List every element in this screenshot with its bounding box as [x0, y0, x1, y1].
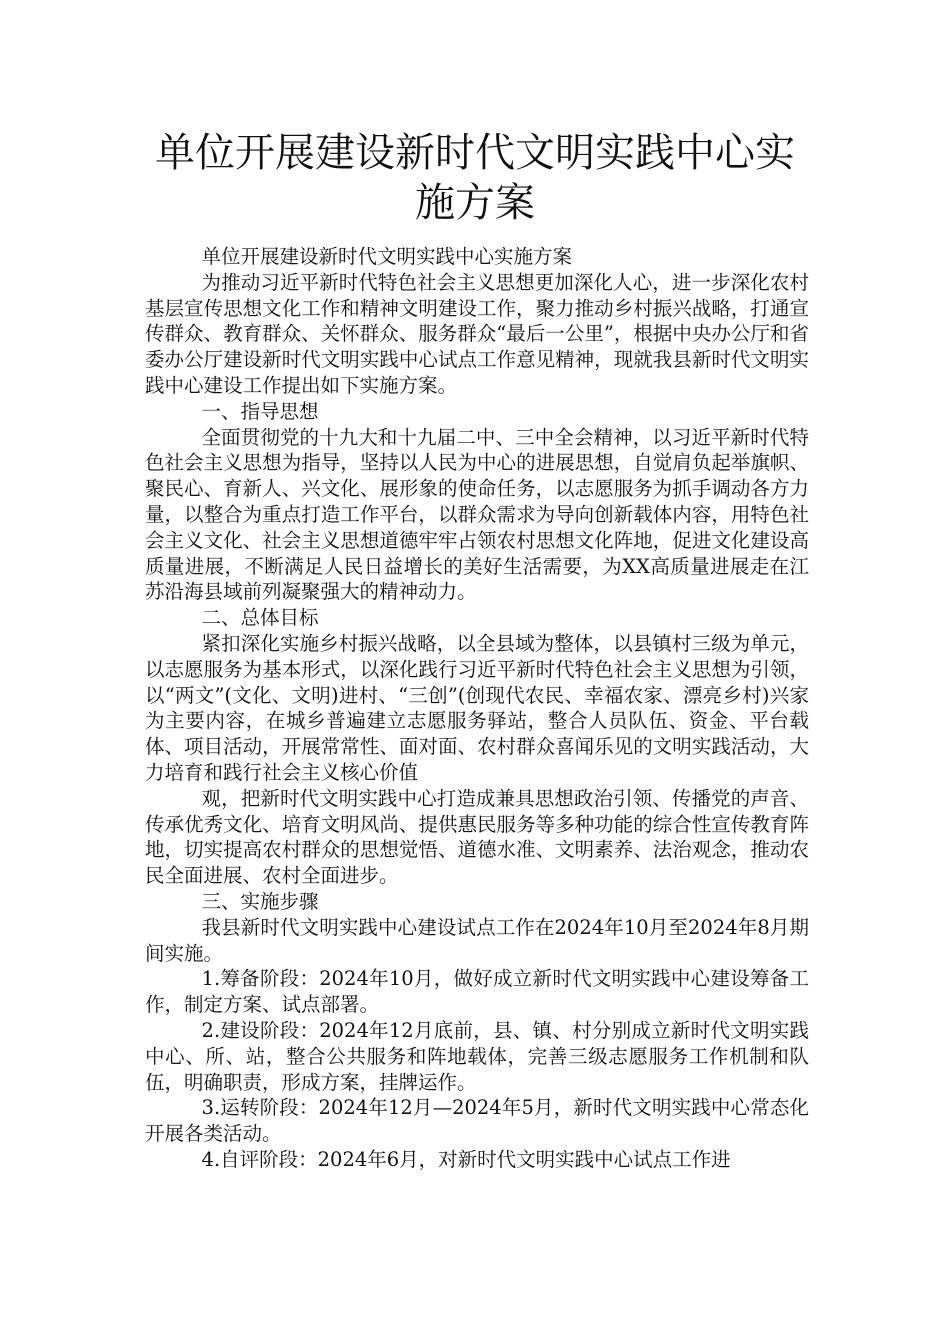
paragraph-subtitle: 单位开展建设新时代文明实践中心实施方案 — [201, 245, 573, 268]
paragraph-overall-goal-cont: 观，把新时代文明实践中心打造成兼具思想政治引领、传播党的声音、传承优秀文化、培育文明风尚、提供惠民服务等多种功能的综合性宣传教育阵地，切实提高农村群众的思想觉悟、道德水准、文明素养、法治观念，推动农民全面进展、农村全面进步。 — [145, 786, 809, 888]
paragraph-step-4: 4.自评阶段：2024年6月，对新时代文明实践中心试点工作进 — [201, 1147, 731, 1171]
paragraph-implementation-period: 我县新时代文明实践中心建设试点工作在2024年10月至2024年8月期间实施。 — [145, 915, 809, 965]
document-body — [145, 244, 809, 1173]
paragraph-step-3: 3.运转阶段：2024年12月—2024年5月，新时代文明实践中心常态化开展各类活动。 — [145, 1096, 809, 1146]
paragraph-overall-goal: 紧扣深化实施乡村振兴战略，以全县域为整体，以县镇村三级为单元，以志愿服务为基本形式，以深化践行习近平新时代特色社会主义思想为引领，以“两文”(文化、文明)进村、“三创”(创现代农民、幸福农家、漂亮乡村)兴家为主要内容，在城乡普遍建立志愿服务驿站，整合人员队伍、资金、平台载体、项目活动，开展常常性、面对面、农村群众喜闻乐见的文明实践活动，大力培育和践行社会主义核心价值 — [145, 631, 809, 784]
paragraph-step-2: 2.建设阶段：2024年12月底前，县、镇、村分别成立新时代文明实践中心、所、站，整合公共服务和阵地载体，完善三级志愿服务工作机制和队伍，明确职责，形成方案，挂牌运作。 — [145, 1018, 809, 1094]
paragraph-intro: 为推动习近平新时代特色社会主义思想更加深化人心，进一步深化农村基层宣传思想文化工作和精神文明建设工作，聚力推动乡村振兴战略，打通宣传群众、教育群众、关怀群众、服务群众“最后一公里”，根据中央办公厅和省委办公厅建设新时代文明实践中心试点工作意见精神，现就我县新时代文明实践中心建设工作提出如下实施方案。 — [145, 270, 809, 397]
section-heading-guiding-ideology: 一、指导思想 — [201, 399, 319, 423]
paragraph-step-1: 1.筹备阶段：2024年10月，做好成立新时代文明实践中心建设筹备工作，制定方案、试点部署。 — [145, 967, 809, 1017]
paragraph-guiding-ideology: 全面贯彻党的十九大和十九届二中、三中全会精神，以习近平新时代特色社会主义思想为指导，坚持以人民为中心的进展思想，自觉肩负起举旗帜、聚民心、育新人、兴文化、展形象的使命任务，以志愿服务为抓手调动各方力量，以整合为重点打造工作平台，以群众需求为导向创新载体内容，用特色社会主义文化、社会主义思想道德牢牢占领农村思想文化阵地，促进文化建设高质量进展，不断满足人民日益增长的美好生活需要，为XX高质量进展走在江苏沿海县域前列凝聚强大的精神动力。 — [145, 425, 809, 604]
document-title: 单位开展建设新时代文明实践中心实施方案 — [155, 130, 795, 226]
section-heading-implementation-steps: 三、实施步骤 — [201, 889, 319, 913]
section-heading-overall-goal: 二、总体目标 — [201, 606, 319, 630]
